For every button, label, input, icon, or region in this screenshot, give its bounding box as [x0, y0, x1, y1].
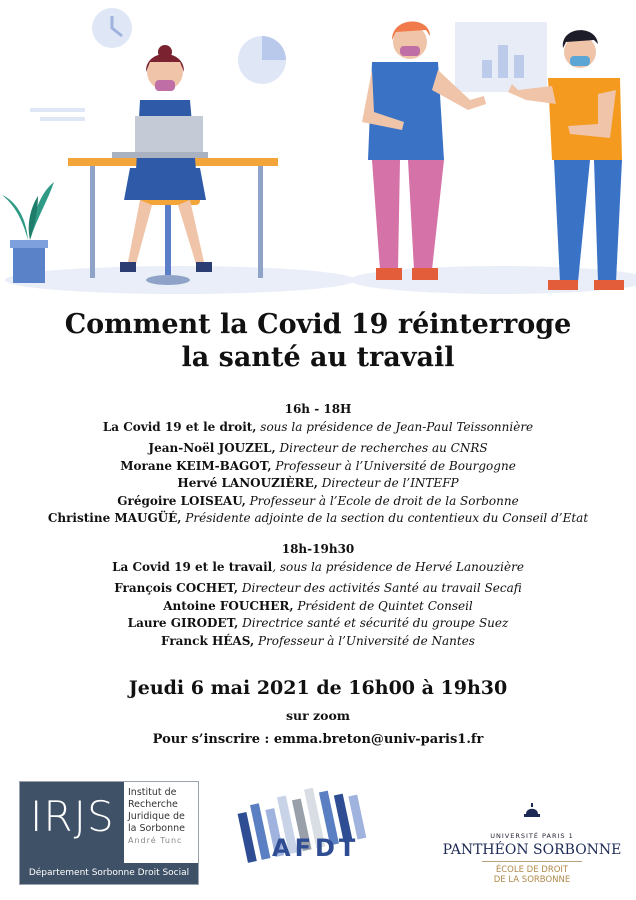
title-line-2: la santé au travail [181, 342, 455, 373]
speaker-role: Président de Quintet Conseil [293, 598, 473, 613]
irjs-line: la Sorbonne [128, 823, 185, 834]
paris1-school-1: ÉCOLE DE DROIT [495, 865, 569, 875]
speaker-role: Directrice santé et sécurité du groupe Suez [238, 616, 509, 630]
speaker-role: Directeur des activités Santé au travail Secafi [238, 581, 522, 595]
session-1-topic: La Covid 19 et le droit, [102, 419, 257, 434]
speaker-row [0, 440, 636, 458]
speaker-role: Directeur de recherches au CNRS [275, 441, 488, 455]
irjs-logo [19, 781, 199, 885]
irjs-mark [20, 782, 124, 864]
irjs-mark-text: IRJS [30, 792, 115, 841]
session-2 [0, 541, 636, 650]
session-1-header [0, 419, 636, 437]
pantheon-dome-icon [522, 802, 542, 818]
event-date: Jeudi 6 mai 2021 de 16h00 à 19h30 [128, 677, 508, 699]
speaker-row [0, 580, 636, 598]
session-2-time: 18h-19h30 [281, 542, 355, 556]
session-2-chair: , sous la présidence de Hervé Lanouzière [272, 559, 524, 574]
event-location: sur zoom [285, 708, 351, 723]
speaker-name: Grégoire LOISEAU, [117, 493, 246, 508]
laptop-icon [135, 116, 203, 158]
registration-info: Pour s’inscrire : emma.breton@univ-paris1.fr [152, 732, 484, 747]
speaker-name: Jean-Noël JOUZEL, [148, 441, 276, 455]
event-title [0, 308, 636, 374]
speaker-name: Morane KEIM-BAGOT, [120, 458, 272, 473]
session-1-chair: sous la présidence de Jean-Paul Teissonnière [256, 419, 534, 434]
speaker-row [0, 458, 636, 476]
speaker-row [0, 598, 636, 616]
speaker-role: Professeur à l’Université de Nantes [254, 633, 475, 648]
irjs-department: Département Sorbonne Droit Social [20, 863, 198, 884]
speaker-name: Franck HÉAS, [161, 633, 255, 648]
session-2-header [0, 559, 636, 577]
speaker-name: François COCHET, [114, 581, 239, 595]
paris1-university: UNIVERSITÉ PARIS 1 [490, 832, 574, 840]
speaker-name: Antoine FOUCHER, [163, 598, 294, 613]
paris1-logo [442, 802, 622, 885]
speaker-role: Professeur à l’Ecole de droit de la Sorbonne [245, 493, 519, 508]
session-1 [0, 401, 636, 528]
irjs-words [128, 787, 185, 847]
header-illustration [0, 0, 636, 300]
paris1-rule [482, 861, 582, 862]
speaker-row [0, 493, 636, 511]
paris1-name: PANTHÉON SORBONNE [442, 842, 622, 858]
session-2-topic: La Covid 19 et le travail [112, 559, 273, 574]
speaker-role: Présidente adjointe de la section du contentieux du Conseil d’Etat [181, 511, 589, 525]
speaker-row [0, 615, 636, 633]
speaker-row [0, 633, 636, 651]
afdt-label: AFDT [272, 834, 360, 862]
irjs-sub: André Tunc [128, 836, 183, 845]
paris1-school-2: DE LA SORBONNE [493, 875, 571, 885]
irjs-line: Recherche [128, 799, 178, 810]
irjs-line: Juridique de [128, 811, 185, 822]
title-line-1: Comment la Covid 19 réinterroge [64, 309, 572, 340]
speaker-name: Christine MAUGÜÉ, [47, 511, 182, 525]
speaker-role: Professeur à l’Université de Bourgogne [271, 458, 516, 473]
irjs-line: Institut de [128, 787, 177, 798]
speaker-row [0, 475, 636, 493]
speaker-role: Directeur de l’INTEFP [317, 476, 459, 490]
afdt-logo [228, 788, 384, 868]
plant-icon [2, 182, 54, 283]
speaker-name: Hervé LANOUZIÈRE, [177, 476, 318, 490]
speaker-name: Laure GIRODET, [127, 616, 239, 630]
session-1-time: 16h - 18H [284, 402, 352, 416]
speaker-row [0, 510, 636, 528]
